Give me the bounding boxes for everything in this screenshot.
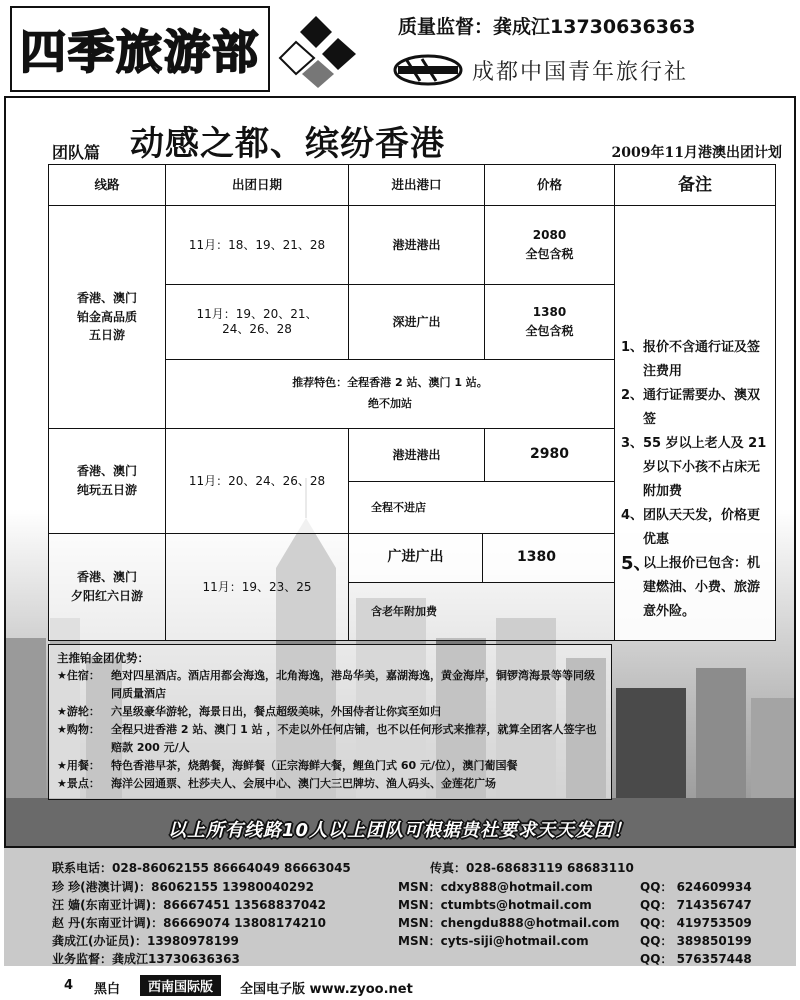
contact-name: 珍 珍(港澳计调)：86062155 13980040292 xyxy=(52,880,314,894)
daily-departure-banner: 以上所有线路10人以上团队可根据贵社要求天天发团！ xyxy=(167,820,633,841)
contact-msn: MSN：cdxy888@hotmail.com xyxy=(398,880,593,894)
route2-name: 香港、澳门 纯玩五日游 xyxy=(48,428,166,534)
remarks-column xyxy=(614,205,776,641)
route1-port-b: 深进广出 xyxy=(348,284,485,360)
main-frame xyxy=(4,96,796,848)
print-mode: 黑白 xyxy=(94,982,121,997)
remark-item: 2、 通行证需要办、澳双签 xyxy=(621,388,761,427)
remark-item: 3、 55 岁以上老人及 21 岁以下小孩不占床无附加费 xyxy=(621,436,767,499)
contact-qq: QQ： 419753509 xyxy=(640,916,752,930)
advantage-item: ★游轮： 六星级豪华游轮，海景日出，餐点超级美味，外国侍者让你宾至如归 xyxy=(57,705,441,718)
plan-subtitle: 2009年11月港澳出团计划 xyxy=(611,145,782,161)
header xyxy=(0,0,800,95)
contact-fax: 传真：028-68683119 68683110 xyxy=(430,861,634,875)
contact-qq: QQ： 624609934 xyxy=(640,880,752,894)
route3-name: 香港、澳门 夕阳红六日游 xyxy=(48,533,166,641)
advantages-title: 主推铂金团优势： xyxy=(57,651,149,665)
route1-dates-b: 11月：19、20、21、 24、26、28 xyxy=(165,284,349,360)
route1-name: 香港、澳门 铂金高品质 五日游 xyxy=(48,205,166,429)
contact-qq: QQ： 389850199 xyxy=(640,934,752,948)
remark-item: 4、 团队天天发，价格更优惠 xyxy=(621,508,761,547)
title-row xyxy=(48,114,788,162)
route3-port: 广进广出 xyxy=(348,533,483,583)
contact-msn: MSN：chengdu888@hotmail.com xyxy=(398,916,620,930)
advantage-item: ★用餐： 特色香港早茶，烧鹅餐，海鲜餐（正宗海鲜大餐，鲤鱼门式 60 元/位），澳门葡国餐 xyxy=(57,759,518,772)
route1-dates-a: 11月：18、19、21、28 xyxy=(165,205,349,285)
route2-port: 港进港出 xyxy=(348,428,485,482)
contact-phone: 联系电话：028-86062155 86664049 86663045 xyxy=(52,861,351,875)
contact-panel xyxy=(4,848,796,966)
agency-name: 成都中国青年旅行社 xyxy=(472,59,689,85)
quality-supervisor: 质量监督：龚成江13730636363 xyxy=(398,16,696,38)
page-title: 动感之都、缤纷香港 xyxy=(130,124,445,164)
contact-qq: QQ： 576357448 xyxy=(640,952,752,966)
advantage-item: ★购物： 全程只进香港 2 站、澳门 1 站 ，不走以外任何店铺，也不以任何形式来推荐，就算全团客人签字也赔款 200 元/人 xyxy=(57,723,597,754)
page-footer xyxy=(0,970,800,1000)
contact-name: 业务监督：龚成江13730636363 xyxy=(52,952,240,966)
route1-port-a: 港进港出 xyxy=(348,205,485,285)
edition-badge: 西南国际版 xyxy=(140,975,221,996)
route1-price-b: 1380 全包含税 xyxy=(484,284,615,360)
remark-item: 5、 以上报价已包含：机建燃油、小费、旅游意外险。 xyxy=(621,553,761,619)
remark-item: 1、 报价不含通行证及签注费用 xyxy=(621,340,761,379)
platinum-advantages xyxy=(48,644,612,800)
contact-qq: QQ： 714356747 xyxy=(640,898,752,912)
advantage-item: ★住宿： 绝对四星酒店。酒店用都会海逸，北角海逸，港岛华美，嘉湖海逸，黄金海岸，铜锣湾海景等等同级同质量酒店 xyxy=(57,669,595,700)
cyts-logo-icon xyxy=(392,53,464,87)
contact-name: 龚成江(办证员)：13980978199 xyxy=(52,934,239,948)
route1-feature: 推荐特色：全程香港 2 站、澳门 1 站。 绝不加站 xyxy=(165,359,615,429)
route3-price: 1380 xyxy=(482,533,615,583)
route2-dates: 11月：20、24、26、28 xyxy=(165,428,349,534)
header-port: 进出港口 xyxy=(348,164,485,206)
contact-msn: MSN：cyts-siji@hotmail.com xyxy=(398,934,589,948)
contact-msn: MSN：ctumbts@hotmail.com xyxy=(398,898,592,912)
itinerary-table xyxy=(48,164,776,644)
contact-name: 汪 嫱(东南亚计调)：86667451 13568837042 xyxy=(52,898,326,912)
route2-note: 全程不进店 xyxy=(348,481,615,534)
route2-price: 2980 xyxy=(484,428,615,482)
diamond-logo-icon xyxy=(272,12,362,92)
title-tag: 团队篇 xyxy=(52,143,101,162)
brand-logo-box xyxy=(10,6,270,92)
advantage-item: ★景点： 海洋公园通票、杜莎夫人、会展中心、澳门大三巴牌坊、渔人码头、金莲花广场 xyxy=(57,777,496,790)
route3-note: 含老年附加费 xyxy=(348,582,615,641)
site-link[interactable]: 全国电子版 www.zyoo.net xyxy=(240,982,413,997)
header-dates: 出团日期 xyxy=(165,164,349,206)
route3-dates: 11月：19、23、25 xyxy=(165,533,349,641)
header-remarks: 备注 xyxy=(614,164,776,206)
agency-row xyxy=(392,52,688,88)
page-number: 4 xyxy=(64,978,74,993)
header-price: 价格 xyxy=(484,164,615,206)
brand-name: 四季旅游部 xyxy=(20,25,260,79)
route1-price-a: 2080 全包含税 xyxy=(484,205,615,285)
header-route: 线路 xyxy=(48,164,166,206)
contact-name: 赵 丹(东南亚计调)：86669074 13808174210 xyxy=(52,916,326,930)
